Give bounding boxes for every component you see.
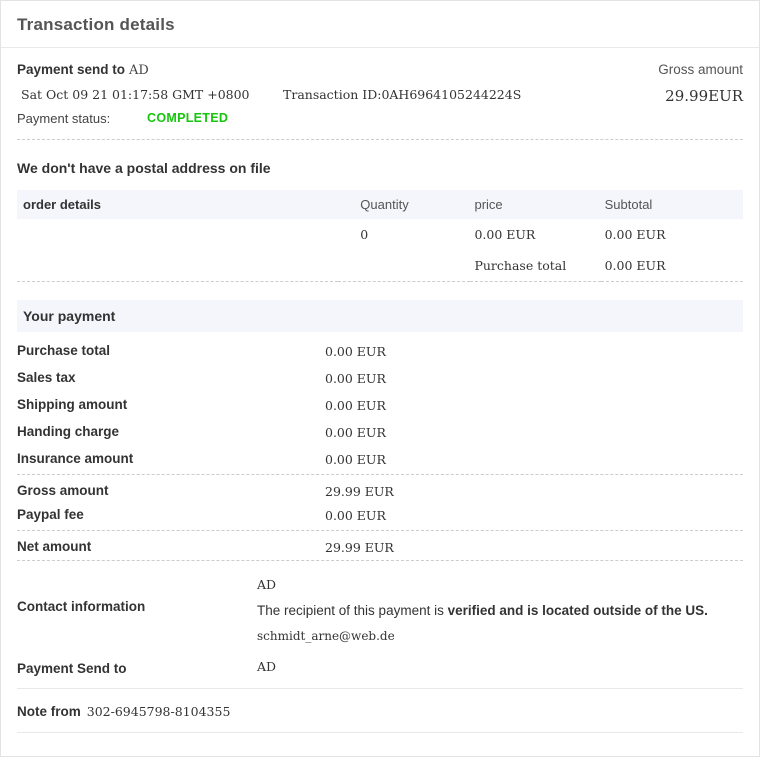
label-net-amount: Net amount bbox=[17, 539, 92, 554]
transaction-id-label: Transaction ID: bbox=[283, 87, 382, 102]
label-paypal-fee: Paypal fee bbox=[17, 507, 84, 522]
label-insurance-amount: Insurance amount bbox=[17, 451, 134, 466]
label-purchase-total: Purchase total bbox=[17, 343, 111, 358]
payment-send-to-name: AD bbox=[129, 63, 149, 78]
cell-quantity: 0 bbox=[360, 227, 369, 242]
address-section bbox=[1, 140, 759, 190]
value-paypal-fee: 0.00 EUR bbox=[325, 508, 386, 523]
payment-row-purchase-total bbox=[17, 340, 743, 367]
value-insurance-amount: 0.00 EUR bbox=[325, 452, 386, 467]
no-postal-address-notice: We don't have a postal address on file bbox=[17, 160, 271, 176]
purchase-total-value: 0.00 EUR bbox=[601, 250, 743, 282]
spacer-cell-qty bbox=[338, 250, 470, 282]
payment-send-to-label: Payment send to bbox=[17, 62, 126, 77]
verified-prefix: The recipient of this payment is bbox=[257, 603, 448, 618]
payment-status-label: Payment status: bbox=[17, 111, 111, 126]
order-details-section bbox=[1, 190, 759, 282]
payment-row-paypal-fee bbox=[17, 504, 743, 531]
note-from-value: 302-6945798-8104355 bbox=[86, 704, 231, 719]
gross-amount-value: 29.99EUR bbox=[665, 87, 743, 105]
table-header-row bbox=[17, 190, 743, 219]
label-gross-amount: Gross amount bbox=[17, 483, 109, 498]
value-gross-amount: 29.99 EUR bbox=[325, 484, 394, 499]
payment-row-net-amount bbox=[17, 531, 743, 561]
gross-amount-label: Gross amount bbox=[658, 62, 743, 77]
purchase-total-row bbox=[17, 250, 743, 282]
note-block bbox=[17, 689, 743, 733]
payment-row-insurance-amount bbox=[17, 448, 743, 475]
value-net-amount: 29.99 EUR bbox=[325, 540, 394, 555]
payment-status-row bbox=[17, 111, 743, 129]
contact-verified-text bbox=[257, 603, 708, 618]
verified-strong: verified and is located outside of the US. bbox=[447, 603, 708, 618]
value-purchase-total: 0.00 EUR bbox=[325, 344, 386, 359]
payment-row-sales-tax bbox=[17, 367, 743, 394]
page-title: Transaction details bbox=[17, 15, 175, 34]
contact-information-label: Contact information bbox=[17, 599, 146, 614]
payment-send-to-value: AD bbox=[257, 659, 277, 674]
table-row bbox=[17, 219, 743, 250]
label-handing-charge: Handing charge bbox=[17, 424, 120, 439]
payment-breakdown-list bbox=[17, 340, 743, 561]
contact-name: AD bbox=[257, 577, 277, 592]
transaction-id-group bbox=[283, 87, 521, 102]
note-divider bbox=[17, 732, 743, 733]
note-from-label: Note from bbox=[17, 704, 81, 719]
column-order-details: order details bbox=[17, 190, 338, 219]
payment-send-to-label-2: Payment Send to bbox=[17, 661, 127, 676]
gross-amount-box bbox=[563, 62, 743, 105]
transaction-date: Sat Oct 09 21 01:17:58 GMT +0800 bbox=[21, 87, 250, 102]
spacer-cell bbox=[17, 250, 338, 282]
your-payment-section bbox=[1, 300, 759, 561]
contact-email: schmidt_arne@web.de bbox=[257, 629, 395, 643]
payment-row-handing-charge bbox=[17, 421, 743, 448]
your-payment-band: Your payment bbox=[17, 300, 743, 332]
transaction-id-value: 0AH6964105244224S bbox=[381, 87, 522, 102]
payment-header bbox=[17, 48, 743, 140]
payment-row-shipping-amount bbox=[17, 394, 743, 421]
value-sales-tax: 0.00 EUR bbox=[325, 371, 386, 386]
contact-information bbox=[17, 561, 743, 649]
cell-order-details bbox=[17, 219, 338, 250]
column-price: price bbox=[470, 190, 600, 219]
cell-subtotal: 0.00 EUR bbox=[604, 227, 666, 242]
status-badge: COMPLETED bbox=[147, 111, 229, 125]
page-title-bar bbox=[1, 1, 759, 48]
payment-header-section bbox=[1, 48, 759, 140]
value-shipping-amount: 0.00 EUR bbox=[325, 398, 386, 413]
column-subtotal: Subtotal bbox=[601, 190, 743, 219]
label-shipping-amount: Shipping amount bbox=[17, 397, 128, 412]
purchase-total-label: Purchase total bbox=[470, 250, 600, 282]
cell-price: 0.00 EUR bbox=[474, 227, 536, 242]
value-handing-charge: 0.00 EUR bbox=[325, 425, 386, 440]
order-details-table bbox=[17, 190, 743, 282]
payment-row-gross-amount bbox=[17, 475, 743, 504]
payment-send-to-block bbox=[17, 649, 743, 689]
contact-section bbox=[1, 561, 759, 733]
column-quantity: Quantity bbox=[338, 190, 470, 219]
label-sales-tax: Sales tax bbox=[17, 370, 76, 385]
